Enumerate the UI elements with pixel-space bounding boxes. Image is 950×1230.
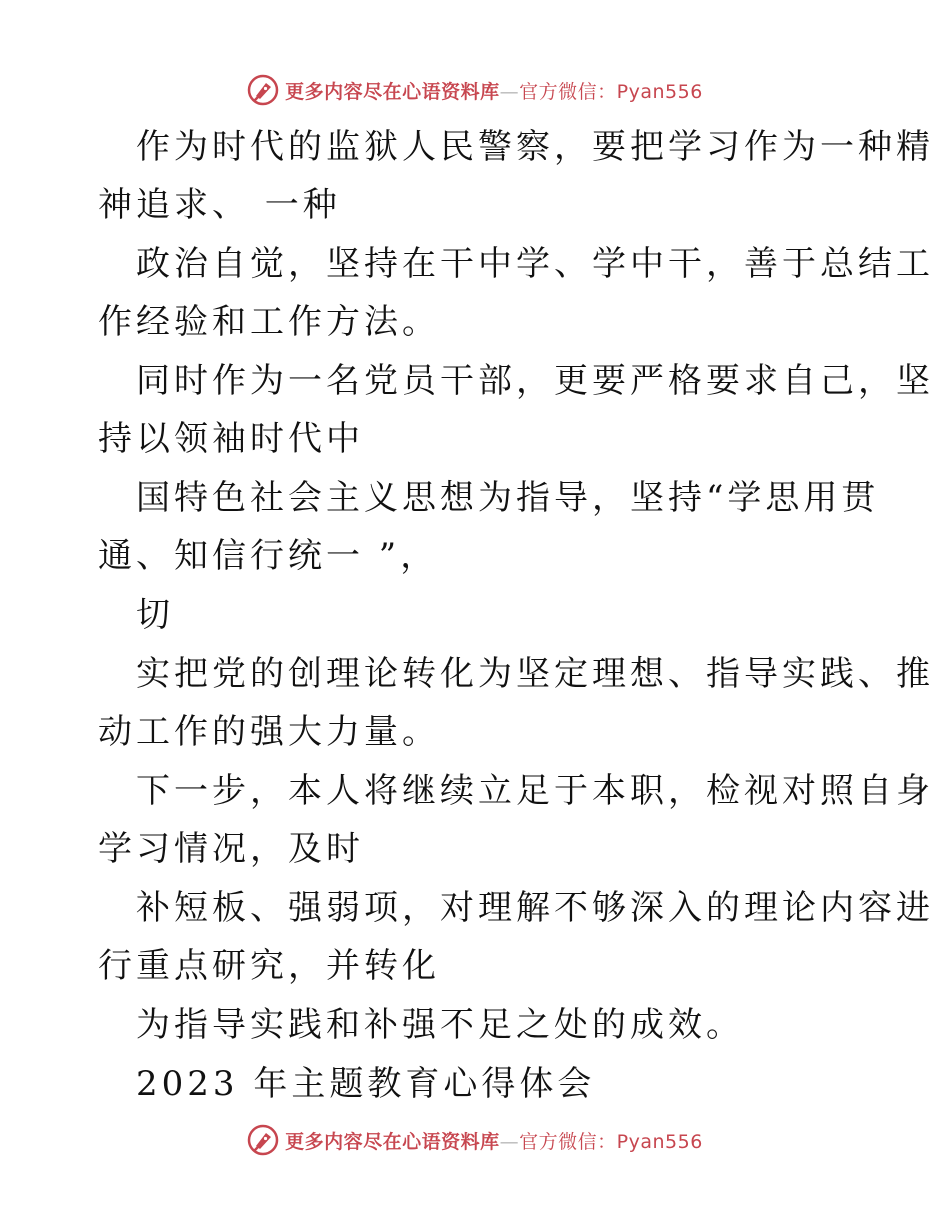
watermark-contact: 官方微信：Pyan556 <box>519 1130 703 1153</box>
paragraph-line: 补短板、强弱项，对理解不够深入的理论内容进 <box>136 888 934 928</box>
paragraph-line: 为指导实践和补强不足之处的成效。 <box>136 1005 744 1045</box>
document-body <box>98 124 934 1120</box>
paragraph-line: 学习情况，及时 <box>98 829 364 869</box>
paragraph-line: 行重点研究，并转化 <box>98 946 440 986</box>
watermark-text <box>285 77 703 104</box>
paragraph-line: 作为时代的监狱人民警察，要把学习作为一种精 <box>136 127 934 167</box>
watermark-main-text: 更多内容尽在心语资料库 <box>285 1130 500 1153</box>
watermark-text <box>285 1127 703 1154</box>
paragraph-line: 实把党的创理论转化为坚定理想、指导实践、推 <box>136 654 934 694</box>
paragraph-line: 持以领袖时代中 <box>98 419 364 459</box>
pen-nib-logo-icon <box>247 1124 279 1156</box>
watermark-contact: 官方微信：Pyan556 <box>519 80 703 103</box>
paragraph-line: 政治自觉，坚持在干中学、学中干，善于总结工 <box>136 244 934 284</box>
paragraph-line: 下一步，本人将继续立足于本职，检视对照自身 <box>136 771 934 811</box>
paragraph-line: 通、知信行统一 ”， <box>98 536 439 576</box>
paragraph-line: 同时作为一名党员干部，更要严格要求自己，坚 <box>136 361 934 401</box>
paragraph-line: 切 <box>136 595 174 635</box>
paragraph-line: 国特色社会主义思想为指导，坚持“学思用贯 <box>136 478 880 518</box>
paragraph-line: 动工作的强大力量。 <box>98 712 440 752</box>
watermark-main-text: 更多内容尽在心语资料库 <box>285 80 500 103</box>
paragraph-line: 神追求、 一种 <box>98 185 341 225</box>
pen-nib-logo-icon <box>247 74 279 106</box>
watermark-separator: — <box>499 1130 520 1153</box>
watermark-separator: — <box>499 80 520 103</box>
footer-watermark <box>0 1120 950 1160</box>
paragraph-line: 作经验和工作方法。 <box>98 302 440 342</box>
header-watermark <box>0 70 950 110</box>
document-title-line: 2023 年主题教育心得体会 <box>136 1064 596 1104</box>
